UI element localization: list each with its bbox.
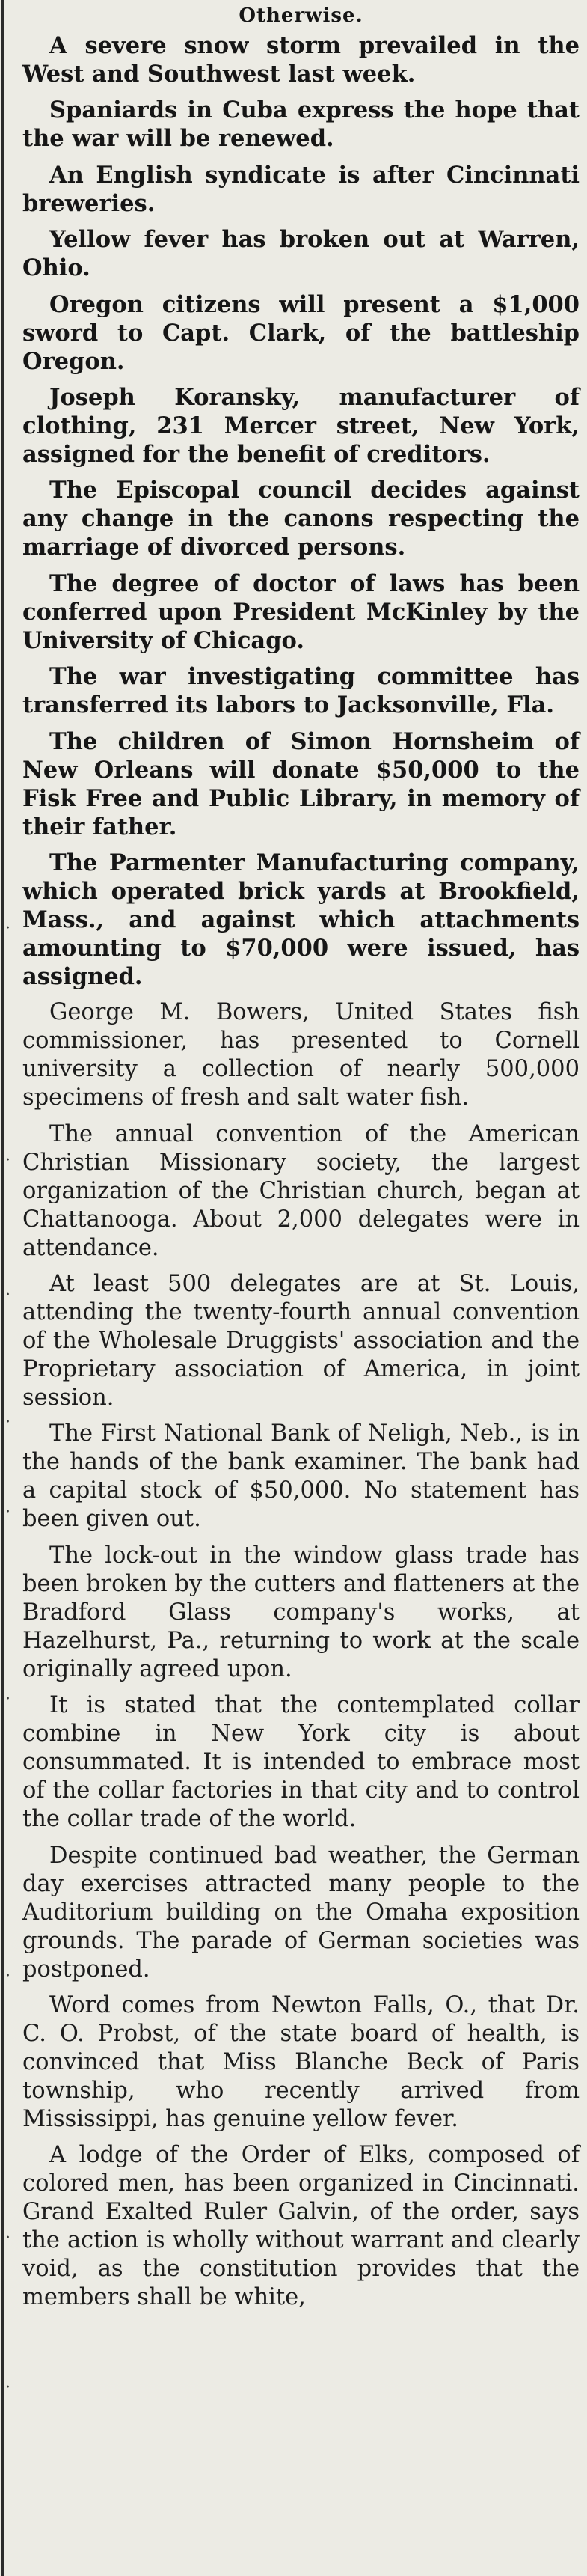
news-item: The degree of doctor of laws has been conferred upon President McKinley by the University of Chicago. — [22, 570, 580, 654]
news-item: It is stated that the contemplated collar combine in New York city is about consummated. It is intended to embrace most of the collar factories in that city and to control the collar trade of the world. — [22, 1692, 580, 1833]
margin-print-mark: · — [5, 919, 10, 938]
margin-print-mark: · — [5, 1503, 10, 1522]
news-item: The Episcopal council decides against any change in the canons respecting the marriage of divorced persons. — [22, 477, 580, 561]
article-heading: Otherwise. — [239, 4, 363, 27]
news-item: The lock-out in the window glass trade has been broken by the cutters and flatteners at the Bradford Glass company's works, at Hazelhurst, Pa., returning to work at the scale originally agreed upon. — [22, 1542, 580, 1682]
column-rule — [1, 0, 4, 2576]
news-item: Spaniards in Cuba express the hope that the war will be renewed. — [22, 97, 580, 153]
news-item: Despite continued bad weather, the German day exercises attracted many people to the Auditorium building on the Omaha exposition grounds. The parade of German societies was postponed. — [22, 1842, 580, 1983]
news-item: A lodge of the Order of Elks, composed of colored men, has been organized in Cincinnati. Grand Exalted Ruler Galvin, of the order, says the action is wholly without warrant and clearly void, as the constitution provides that the members shall be white, — [22, 2142, 580, 2311]
margin-print-mark: · — [5, 1967, 10, 1986]
news-item: At least 500 delegates are at St. Louis, attending the twenty-fourth annual convention of the Wholesale Druggists' association and the Proprietary association of America, in joint session. — [22, 1271, 580, 1411]
news-column — [22, 0, 580, 2320]
news-item: The First National Bank of Neligh, Neb., is in the hands of the bank examiner. The bank had a capital stock of $50,000. No statement has been given out. — [22, 1420, 580, 1533]
margin-print-mark: · — [5, 2229, 10, 2247]
margin-print-mark: · — [5, 1413, 10, 1432]
margin-print-mark: · — [5, 1690, 10, 1709]
news-item: A severe snow storm prevailed in the West and Southwest last week. — [22, 32, 580, 88]
margin-print-marks — [5, 0, 19, 2576]
news-item: Oregon citizens will present a $1,000 sword to Capt. Clark, of the battleship Oregon. — [22, 290, 580, 375]
news-item: The annual convention of the American Christian Missionary society, the largest organization of the Christian church, began at Chattanooga. About 2,000 delegates were in attendance. — [22, 1120, 580, 1261]
news-item: An English syndicate is after Cincinnati breweries. — [22, 161, 580, 217]
news-item: Yellow fever has broken out at Warren, Ohio. — [22, 226, 580, 282]
news-item: Word comes from Newton Falls, O., that Dr. C. O. Probst, of the state board of health, is convinced that Miss Blanche Beck of Paris township, who recently arrived from Mississippi, has genuine yellow fever. — [22, 1992, 580, 2133]
news-item: Joseph Koransky, manufacturer of clothing, 231 Mercer street, New York, assigned for the benefit of creditors. — [22, 383, 580, 468]
news-item: The war investigating committee has transferred its labors to Jacksonville, Fla. — [22, 663, 580, 719]
news-item: The children of Simon Hornsheim of New Orleans will donate $50,000 to the Fisk Free and Public Library, in memory of their father. — [22, 727, 580, 840]
margin-print-mark: · — [5, 1151, 10, 1170]
margin-print-mark: · — [5, 1286, 10, 1304]
margin-print-mark: · — [5, 2378, 10, 2397]
news-item: George M. Bowers, United States fish commissioner, has presented to Cornell university a collection of nearly 500,000 specimens of fresh and salt water fish. — [22, 999, 580, 1111]
news-item: The Parmenter Manufacturing company, which operated brick yards at Brookfield, Mass., and against which attachments amounting to $70,000 were issued, has assigned. — [22, 849, 580, 990]
